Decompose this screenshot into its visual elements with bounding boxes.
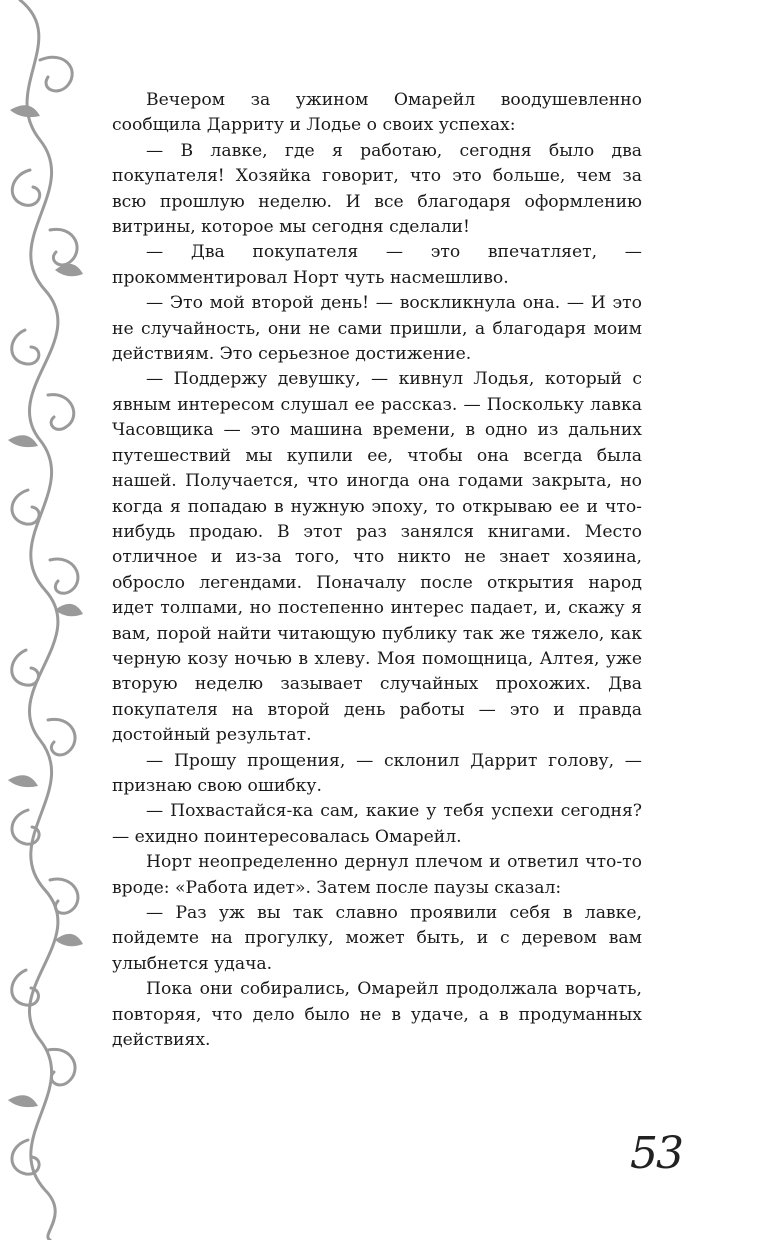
paragraph: — Поддержу девушку, — кивнул Лодья, который с явным интересом слушал ее рассказ. — Поскольку лавка Часовщика — это машина времени, в одно из дальних путешествий мы купили ее, чтобы она всегда была нашей. Получается, что иногда она годами закрыта, но когда я попадаю в нужную эпоху, то открываю ее и что-нибудь продаю. В этот раз занялся книгами. Место отличное и из-за того, что никто не знает хозяина, обросло легендами. Поначалу после открытия народ идет толпами, но постепенно интерес падает, и, скажу я вам, порой найти читающую публику так же тяжело, как черную козу ночью в хлеву. Моя помощница, Алтея, уже вторую неделю зазывает случайных прохожих. Два покупателя на второй день работы — это и правда достойный результат. — [112, 369, 642, 746]
paragraph: — Похвастайся-ка сам, какие у тебя успехи сегодня? — ехидно поинтересовалась Омарейл. — [112, 801, 642, 847]
paragraph: Норт неопределенно дернул плечом и ответил что-то вроде: «Работа идет». Затем после паузы сказал: — [112, 852, 642, 898]
paragraph: — В лавке, где я работаю, сегодня было два покупателя! Хозяйка говорит, что это больше, чем за всю прошлую неделю. И все благодаря оформлению витрины, которое мы сегодня сделали! — [112, 140, 642, 238]
paragraph: Пока они собирались, Омарейл продолжала ворчать, повторяя, что дело было не в удаче, а в продуманных действиях. — [112, 979, 642, 1051]
paragraph: Вечером за ужином Омарейл воодушевленно сообщила Дарриту и Лодье о своих успехах: — [112, 90, 642, 136]
paragraph: — Два покупателя — это впечатляет, — прокомментировал Норт чуть насмешливо. — [112, 242, 642, 288]
paragraph: — Раз уж вы так славно проявили себя в лавке, пойдемте на прогулку, может быть, и с деревом вам улыбнется удача. — [112, 903, 642, 974]
decorative-vine-ornament — [0, 0, 100, 1240]
page-body-text — [112, 88, 642, 1053]
paragraph: — Это мой второй день! — воскликнула она. — И это не случайность, они не сами пришли, а благодаря моим действиям. Это серьезное достижение. — [112, 293, 642, 365]
paragraph: — Прошу прощения, — склонил Даррит голову, — признаю свою ошибку. — [112, 750, 642, 796]
page-number: 53 — [630, 1128, 682, 1179]
